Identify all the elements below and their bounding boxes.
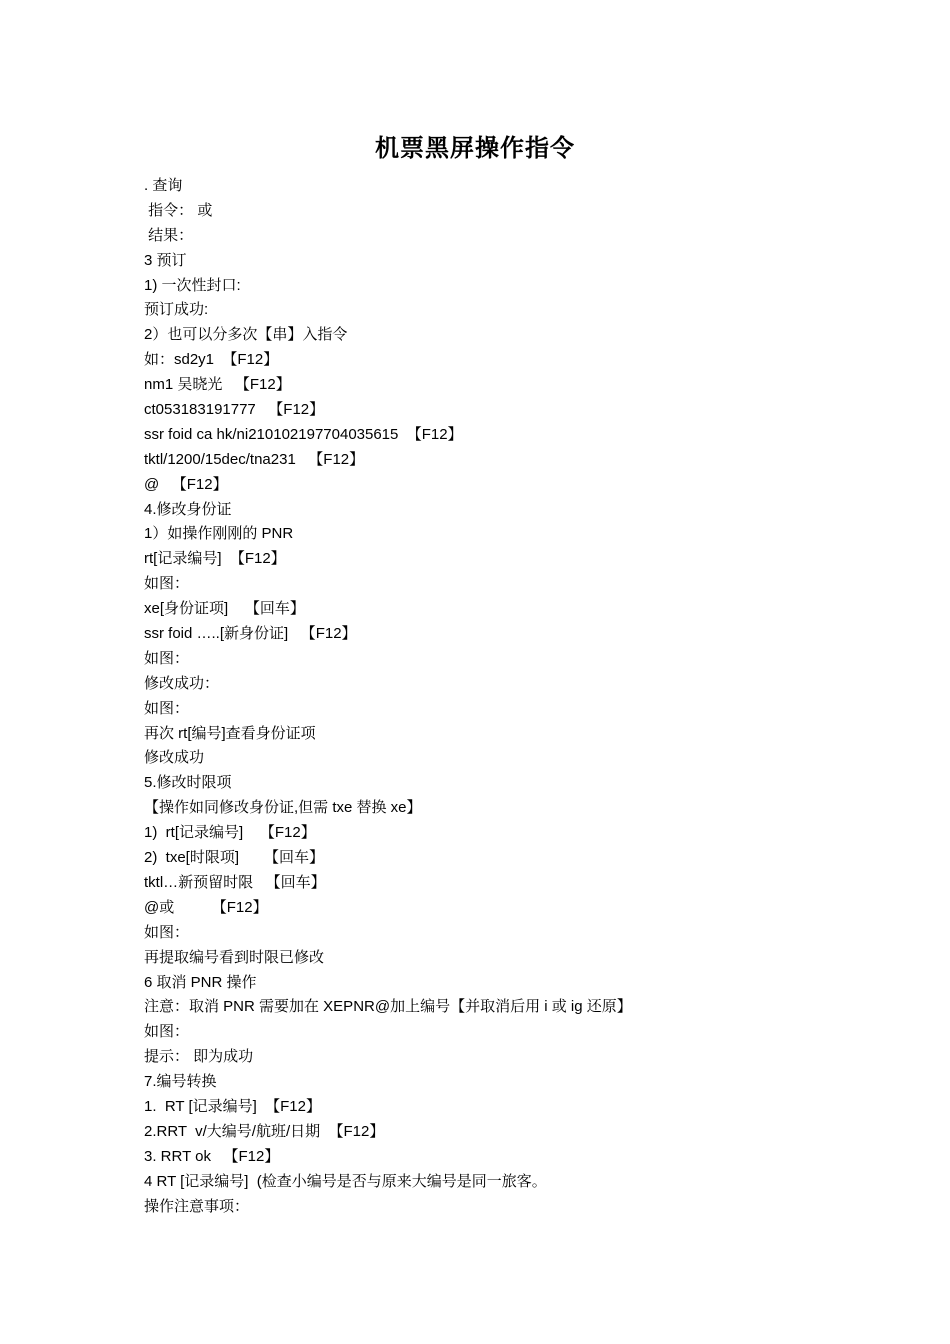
text-line: 结果： [144,226,194,244]
text-line: 如图： [144,1023,190,1041]
text-line: 如图： [144,923,190,941]
text-line: 3. RRT ok 【F12】 [144,1147,280,1165]
text-line: 操作注意事项： [144,1197,250,1215]
text-line: 提示： 即为成功 [144,1048,254,1066]
text-line: 1) 一次性封口: [144,276,241,294]
text-line: . 查询 [144,177,183,194]
text-line: 如图： [144,649,190,667]
section-heading: 4.修改身份证 [144,500,232,518]
text-line: 如图： [144,575,190,593]
text-line: ct053183191777 【F12】 [144,401,325,419]
text-line: ssr foid ca hk/ni210102197704035615 【F12】 [144,425,463,443]
text-line: 1）如操作刚刚的 PNR [144,525,294,543]
text-line: 指令： 或 [144,201,213,219]
text-line: 注意：取消 PNR 需要加在 XEPNR@加上编号【并取消后用 i 或 ig 还原】 [144,998,632,1016]
text-line: xe[身份证项] 【回车】 [144,600,305,618]
text-line: ssr foid …..[新身份证] 【F12】 [144,625,357,643]
text-line: 2.RRT v/大编号/航班/日期 【F12】 [144,1122,385,1140]
text-line: 1) rt[记录编号] 【F12】 [144,824,316,842]
text-line: 2）也可以分多次【串】入指令 [144,326,348,344]
section-heading: 5.修改时限项 [144,774,232,792]
text-line: tktl/1200/15dec/tna231 【F12】 [144,450,365,468]
text-line: 4 RT [记录编号] (检查小编号是否与原来大编号是同一旅客。 [144,1172,547,1190]
text-line: 修改成功 [144,749,205,767]
text-line: 如：sd2y1 【F12】 [144,351,279,369]
section-heading: 7.编号转换 [144,1073,217,1091]
text-line: @或 【F12】 [144,898,268,916]
text-line: 如图： [144,699,190,717]
document-body [144,174,824,1219]
text-line: 预订成功: [144,301,209,319]
text-line: 3 预订 [144,251,187,269]
section-heading: 6 取消 PNR 操作 [144,973,257,991]
text-line: 再提取编号看到时限已修改 [144,948,325,966]
document-title: 机票黑屏操作指令 [375,135,575,162]
text-line: tktl…新预留时限 【回车】 [144,873,326,891]
text-line: 【操作如同修改身份证,但需 txe 替换 xe】 [144,799,422,817]
text-line: 修改成功： [144,674,220,692]
text-line: 2) txe[时限项] 【回车】 [144,849,325,867]
text-line: nm1 吴晓光 【F12】 [144,376,291,394]
text-line: rt[记录编号] 【F12】 [144,550,286,568]
text-line: 再次 rt[编号]查看身份证项 [144,724,316,742]
text-line: @ 【F12】 [144,475,228,493]
text-line: 1. RT [记录编号] 【F12】 [144,1097,321,1115]
